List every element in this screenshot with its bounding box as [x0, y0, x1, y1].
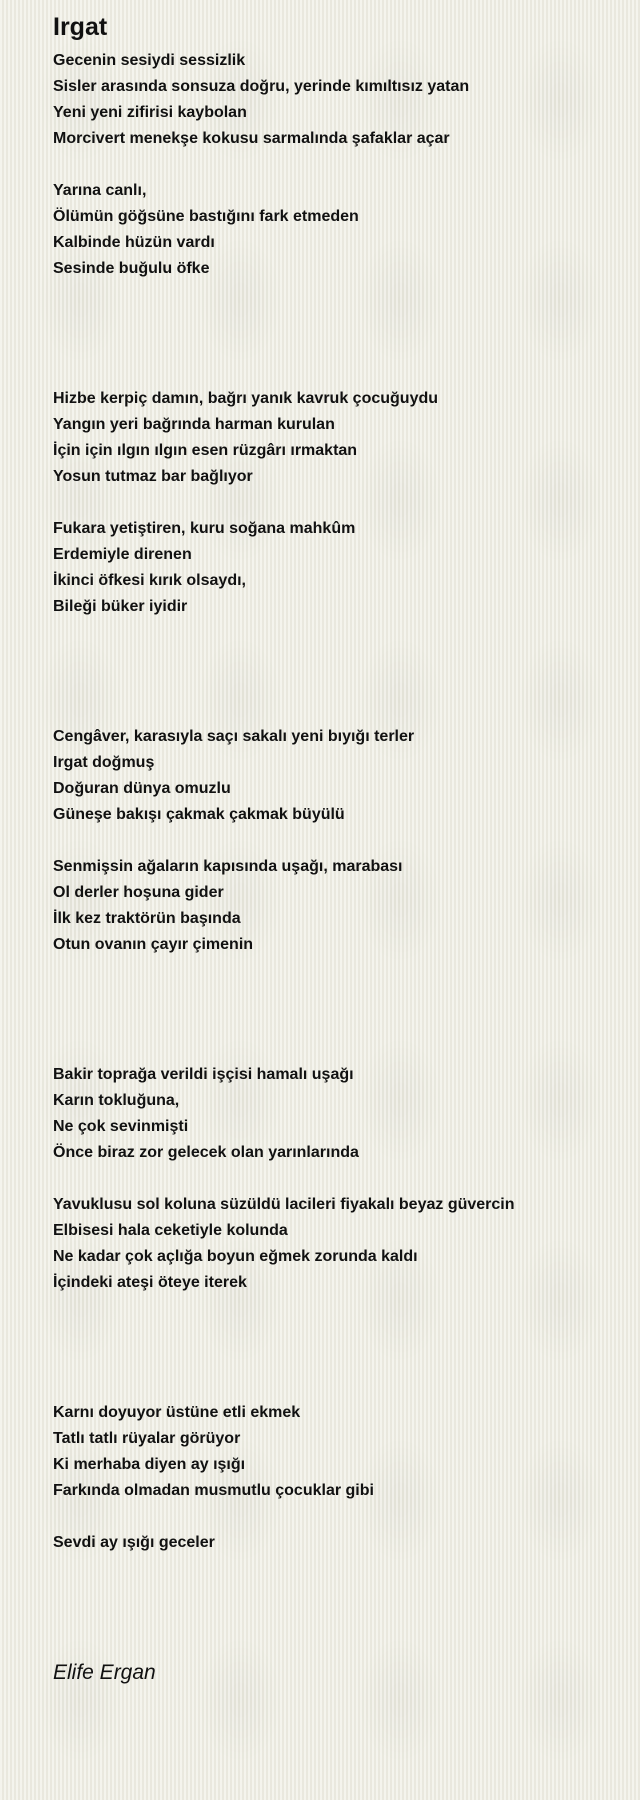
poem-stanza — [53, 1400, 633, 1504]
poem-section — [53, 1400, 633, 1556]
stanza-spacer — [53, 1166, 633, 1192]
poem-line: Fukara yetiştiren, kuru soğana mahkûm — [53, 520, 356, 537]
poem-line: İkinci öfkesi kırık olsaydı, — [53, 572, 246, 589]
poem-page — [53, 12, 633, 1686]
stanza-spacer — [53, 152, 633, 178]
poem-line: Karın tokluğuna, — [53, 1092, 180, 1109]
poem-line: Yosun tutmaz bar bağlıyor — [53, 468, 253, 485]
poem-line: Güneşe bakışı çakmak çakmak büyülü — [53, 806, 345, 823]
poem-line: Yarına canlı, — [53, 182, 147, 199]
poem-line: İçindeki ateşi öteye iterek — [53, 1274, 247, 1291]
poem-stanza — [53, 854, 633, 958]
poem-stanza — [53, 1530, 633, 1556]
poem-line: Morcivert menekşe kokusu sarmalında şafaklar açar — [53, 130, 450, 147]
poem-stanza — [53, 178, 633, 282]
stanza-spacer — [53, 1504, 633, 1530]
stanza-spacer — [53, 490, 633, 516]
poem-line: Yavuklusu sol koluna süzüldü lacileri fiyakalı beyaz güvercin — [53, 1196, 515, 1213]
poem-line: Ol derler hoşuna gider — [53, 884, 224, 901]
poem-stanza — [53, 48, 633, 152]
poem-section — [53, 1062, 633, 1296]
poem-line: Sisler arasında sonsuza doğru, yerinde kımıltısız yatan — [53, 78, 470, 95]
section-spacer — [53, 958, 633, 1062]
section-spacer — [53, 1556, 633, 1660]
poem-stanza — [53, 1192, 633, 1296]
poem-line: Erdemiyle direnen — [53, 546, 192, 563]
poem-line: Bileği büker iyidir — [53, 598, 188, 615]
poem-section — [53, 386, 633, 620]
poem-line: Farkında olmadan musmutlu çocuklar gibi — [53, 1482, 374, 1499]
poem-section — [53, 48, 633, 282]
poem-line: Ki merhaba diyen ay ışığı — [53, 1456, 246, 1473]
poem-line: Elbisesi hala ceketiyle kolunda — [53, 1222, 288, 1239]
poem-line: Ne kadar çok açlığa boyun eğmek zorunda kaldı — [53, 1248, 418, 1265]
poem-line: Tatlı tatlı rüyalar görüyor — [53, 1430, 241, 1447]
poem-author: Elife Ergan — [53, 1661, 156, 1684]
poem-line: Bakir toprağa verildi işçisi hamalı uşağı — [53, 1066, 354, 1083]
poem-title: Irgat — [53, 13, 108, 41]
poem-line: Ne çok sevinmişti — [53, 1118, 189, 1135]
poem-line: Irgat doğmuş — [53, 754, 155, 771]
poem-line: Doğuran dünya omuzlu — [53, 780, 231, 797]
poem-stanza — [53, 724, 633, 828]
poem-body — [53, 48, 633, 1660]
section-spacer — [53, 282, 633, 386]
poem-line: İçin için ılgın ılgın esen rüzgârı ırmaktan — [53, 442, 358, 459]
poem-line: Senmişsin ağaların kapısında uşağı, marabası — [53, 858, 403, 875]
poem-line: İlk kez traktörün başında — [53, 910, 241, 927]
poem-line: Kalbinde hüzün vardı — [53, 234, 215, 251]
poem-line: Ölümün göğsüne bastığını fark etmeden — [53, 208, 359, 225]
poem-line: Otun ovanın çayır çimenin — [53, 936, 254, 953]
poem-line: Gecenin sesiydi sessizlik — [53, 52, 246, 69]
poem-line: Sevdi ay ışığı geceler — [53, 1534, 215, 1551]
poem-line: Önce biraz zor gelecek olan yarınlarında — [53, 1144, 359, 1161]
poem-line: Hizbe kerpiç damın, bağrı yanık kavruk çocuğuydu — [53, 390, 439, 407]
poem-stanza — [53, 1062, 633, 1166]
poem-line: Cengâver, karasıyla saçı sakalı yeni bıyığı terler — [53, 728, 415, 745]
poem-stanza — [53, 516, 633, 620]
section-spacer — [53, 620, 633, 724]
section-spacer — [53, 1296, 633, 1400]
poem-stanza — [53, 386, 633, 490]
poem-section — [53, 724, 633, 958]
poem-line: Sesinde buğulu öfke — [53, 260, 210, 277]
stanza-spacer — [53, 828, 633, 854]
poem-line: Yangın yeri bağrında harman kurulan — [53, 416, 335, 433]
poem-line: Yeni yeni zifirisi kaybolan — [53, 104, 247, 121]
poem-line: Karnı doyuyor üstüne etli ekmek — [53, 1404, 301, 1421]
